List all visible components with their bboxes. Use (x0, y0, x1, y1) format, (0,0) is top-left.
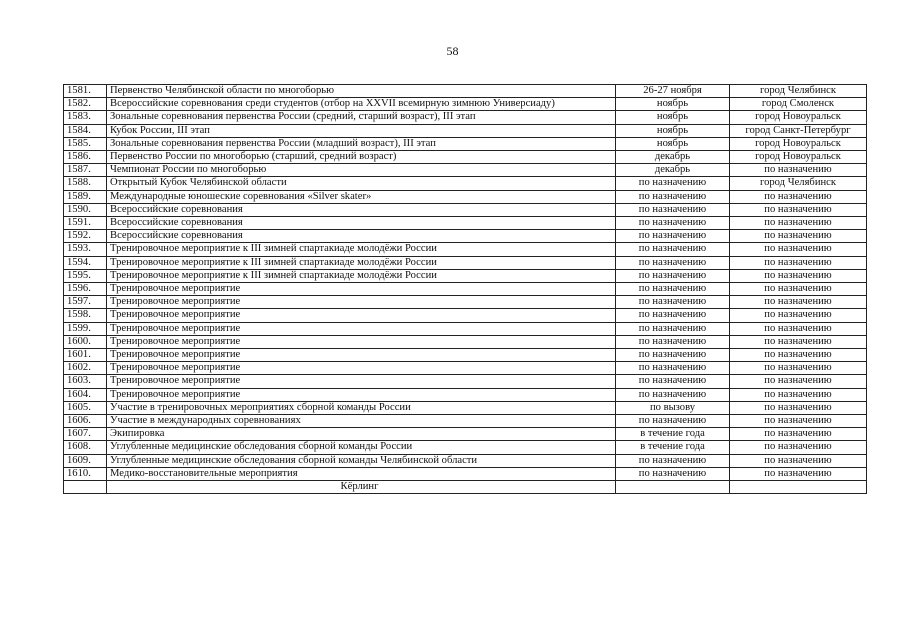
event-place-cell: по назначению (730, 190, 867, 203)
event-name-cell: Тренировочное мероприятие к III зимней спартакиаде молодёжи России (107, 256, 616, 269)
row-number-cell: 1590. (64, 203, 107, 216)
event-date-cell: декабрь (616, 164, 730, 177)
row-number-cell: 1584. (64, 124, 107, 137)
event-place-cell: по назначению (730, 164, 867, 177)
event-date-cell: в течение года (616, 441, 730, 454)
row-number-cell: 1610. (64, 467, 107, 480)
event-name-cell: Тренировочное мероприятие (107, 362, 616, 375)
event-date-cell: по назначению (616, 375, 730, 388)
event-place-cell: город Челябинск (730, 85, 867, 98)
event-place-cell: по назначению (730, 243, 867, 256)
event-date-cell: по назначению (616, 454, 730, 467)
event-place-cell: по назначению (730, 335, 867, 348)
event-name-cell: Углубленные медицинские обследования сборной команды России (107, 441, 616, 454)
event-place-cell: по назначению (730, 362, 867, 375)
table-row (64, 454, 867, 467)
event-place-cell: город Новоуральск (730, 151, 867, 164)
event-place-cell: по назначению (730, 203, 867, 216)
event-date-cell: по назначению (616, 230, 730, 243)
table-row (64, 230, 867, 243)
row-number-cell: 1583. (64, 111, 107, 124)
row-number-cell: 1608. (64, 441, 107, 454)
event-place-cell: по назначению (730, 388, 867, 401)
event-place-cell: по назначению (730, 322, 867, 335)
row-number-cell: 1589. (64, 190, 107, 203)
event-place-cell: по назначению (730, 309, 867, 322)
row-number-cell: 1586. (64, 151, 107, 164)
event-place-cell: город Новоуральск (730, 137, 867, 150)
table-row (64, 467, 867, 480)
table-row (64, 124, 867, 137)
event-name-cell: Всероссийские соревнования (107, 203, 616, 216)
event-date-cell: ноябрь (616, 98, 730, 111)
event-date-cell: ноябрь (616, 111, 730, 124)
row-number-cell: 1601. (64, 349, 107, 362)
event-place-cell: город Новоуральск (730, 111, 867, 124)
event-name-cell: Тренировочное мероприятие (107, 296, 616, 309)
table-row (64, 401, 867, 414)
event-date-cell: в течение года (616, 428, 730, 441)
event-place-cell: по назначению (730, 230, 867, 243)
table-row (64, 243, 867, 256)
row-number-cell: 1598. (64, 309, 107, 322)
row-number-cell: 1604. (64, 388, 107, 401)
event-name-cell: Открытый Кубок Челябинской области (107, 177, 616, 190)
event-place-cell: город Смоленск (730, 98, 867, 111)
row-number-cell: 1599. (64, 322, 107, 335)
row-number-cell: 1609. (64, 454, 107, 467)
event-name-cell: Зональные соревнования первенства России (средний, старший возраст), III этап (107, 111, 616, 124)
row-number-cell: 1602. (64, 362, 107, 375)
event-name-cell: Зональные соревнования первенства России (младший возраст), III этап (107, 137, 616, 150)
event-date-cell: по назначению (616, 322, 730, 335)
event-name-cell: Тренировочное мероприятие (107, 283, 616, 296)
event-date-cell: по назначению (616, 177, 730, 190)
table-row (64, 111, 867, 124)
event-name-cell: Первенство Челябинской области по многоборью (107, 85, 616, 98)
event-name-cell: Всероссийские соревнования (107, 217, 616, 230)
event-name-cell: Всероссийские соревнования среди студентов (отбор на XXVII всемирную зимнюю Универсиаду) (107, 98, 616, 111)
event-place-cell: по назначению (730, 349, 867, 362)
event-place-cell: по назначению (730, 217, 867, 230)
row-number-cell: 1597. (64, 296, 107, 309)
event-date-cell: по назначению (616, 309, 730, 322)
row-number-cell: 1582. (64, 98, 107, 111)
row-number-cell: 1593. (64, 243, 107, 256)
event-date-cell: по назначению (616, 190, 730, 203)
table-row (64, 388, 867, 401)
row-number-cell: 1605. (64, 401, 107, 414)
table-row (64, 137, 867, 150)
section-heading: Кёрлинг (107, 481, 616, 494)
table-row (64, 190, 867, 203)
event-date-cell: по назначению (616, 388, 730, 401)
section-row (64, 481, 867, 494)
event-date-cell: по назначению (616, 203, 730, 216)
events-table-body (64, 85, 867, 494)
event-place-cell: по назначению (730, 401, 867, 414)
empty-cell (730, 481, 867, 494)
table-row (64, 375, 867, 388)
empty-cell (64, 481, 107, 494)
table-row (64, 283, 867, 296)
row-number-cell: 1587. (64, 164, 107, 177)
table-row (64, 98, 867, 111)
event-place-cell: город Челябинск (730, 177, 867, 190)
event-date-cell: по назначению (616, 415, 730, 428)
row-number-cell: 1603. (64, 375, 107, 388)
event-place-cell: по назначению (730, 441, 867, 454)
event-name-cell: Углубленные медицинские обследования сборной команды Челябинской области (107, 454, 616, 467)
event-date-cell: по назначению (616, 335, 730, 348)
table-row (64, 269, 867, 282)
event-name-cell: Тренировочное мероприятие (107, 388, 616, 401)
table-row (64, 415, 867, 428)
events-table (63, 84, 867, 494)
event-date-cell: по назначению (616, 467, 730, 480)
event-place-cell: по назначению (730, 415, 867, 428)
table-row (64, 203, 867, 216)
event-place-cell: по назначению (730, 283, 867, 296)
event-name-cell: Тренировочное мероприятие (107, 322, 616, 335)
table-row (64, 85, 867, 98)
row-number-cell: 1588. (64, 177, 107, 190)
event-place-cell: по назначению (730, 256, 867, 269)
row-number-cell: 1600. (64, 335, 107, 348)
event-name-cell: Экипировка (107, 428, 616, 441)
row-number-cell: 1595. (64, 269, 107, 282)
table-row (64, 335, 867, 348)
table-row (64, 349, 867, 362)
table-row (64, 151, 867, 164)
event-date-cell: 26-27 ноября (616, 85, 730, 98)
event-date-cell: по назначению (616, 296, 730, 309)
row-number-cell: 1606. (64, 415, 107, 428)
table-row (64, 362, 867, 375)
event-name-cell: Международные юношеские соревнования «Silver skater» (107, 190, 616, 203)
row-number-cell: 1596. (64, 283, 107, 296)
row-number-cell: 1594. (64, 256, 107, 269)
event-name-cell: Чемпионат России по многоборью (107, 164, 616, 177)
event-name-cell: Тренировочное мероприятие к III зимней спартакиаде молодёжи России (107, 269, 616, 282)
event-date-cell: по назначению (616, 269, 730, 282)
event-name-cell: Участие в международных соревнованиях (107, 415, 616, 428)
table-row (64, 256, 867, 269)
event-date-cell: по назначению (616, 362, 730, 375)
event-date-cell: по назначению (616, 243, 730, 256)
table-row (64, 322, 867, 335)
event-date-cell: по назначению (616, 256, 730, 269)
event-date-cell: ноябрь (616, 124, 730, 137)
event-date-cell: по назначению (616, 349, 730, 362)
event-name-cell: Всероссийские соревнования (107, 230, 616, 243)
page-number: 58 (446, 44, 459, 58)
event-place-cell: по назначению (730, 296, 867, 309)
event-date-cell: декабрь (616, 151, 730, 164)
event-name-cell: Тренировочное мероприятие (107, 375, 616, 388)
event-date-cell: по назначению (616, 217, 730, 230)
event-place-cell: по назначению (730, 375, 867, 388)
row-number-cell: 1585. (64, 137, 107, 150)
table-row (64, 164, 867, 177)
row-number-cell: 1592. (64, 230, 107, 243)
event-place-cell: по назначению (730, 269, 867, 282)
empty-cell (616, 481, 730, 494)
event-place-cell: город Санкт-Петербург (730, 124, 867, 137)
event-name-cell: Тренировочное мероприятие (107, 349, 616, 362)
row-number-cell: 1591. (64, 217, 107, 230)
event-name-cell: Тренировочное мероприятие (107, 309, 616, 322)
table-row (64, 217, 867, 230)
table-row (64, 441, 867, 454)
event-name-cell: Медико-восстановительные мероприятия (107, 467, 616, 480)
event-name-cell: Тренировочное мероприятие к III зимней спартакиаде молодёжи России (107, 243, 616, 256)
event-name-cell: Тренировочное мероприятие (107, 335, 616, 348)
row-number-cell: 1607. (64, 428, 107, 441)
event-place-cell: по назначению (730, 454, 867, 467)
event-date-cell: ноябрь (616, 137, 730, 150)
event-place-cell: по назначению (730, 467, 867, 480)
event-name-cell: Кубок России, III этап (107, 124, 616, 137)
table-row (64, 296, 867, 309)
event-date-cell: по назначению (616, 283, 730, 296)
event-name-cell: Первенство России по многоборью (старший, средний возраст) (107, 151, 616, 164)
table-row (64, 428, 867, 441)
event-date-cell: по вызову (616, 401, 730, 414)
event-place-cell: по назначению (730, 428, 867, 441)
table-row (64, 309, 867, 322)
table-row (64, 177, 867, 190)
event-name-cell: Участие в тренировочных мероприятиях сборной команды России (107, 401, 616, 414)
row-number-cell: 1581. (64, 85, 107, 98)
